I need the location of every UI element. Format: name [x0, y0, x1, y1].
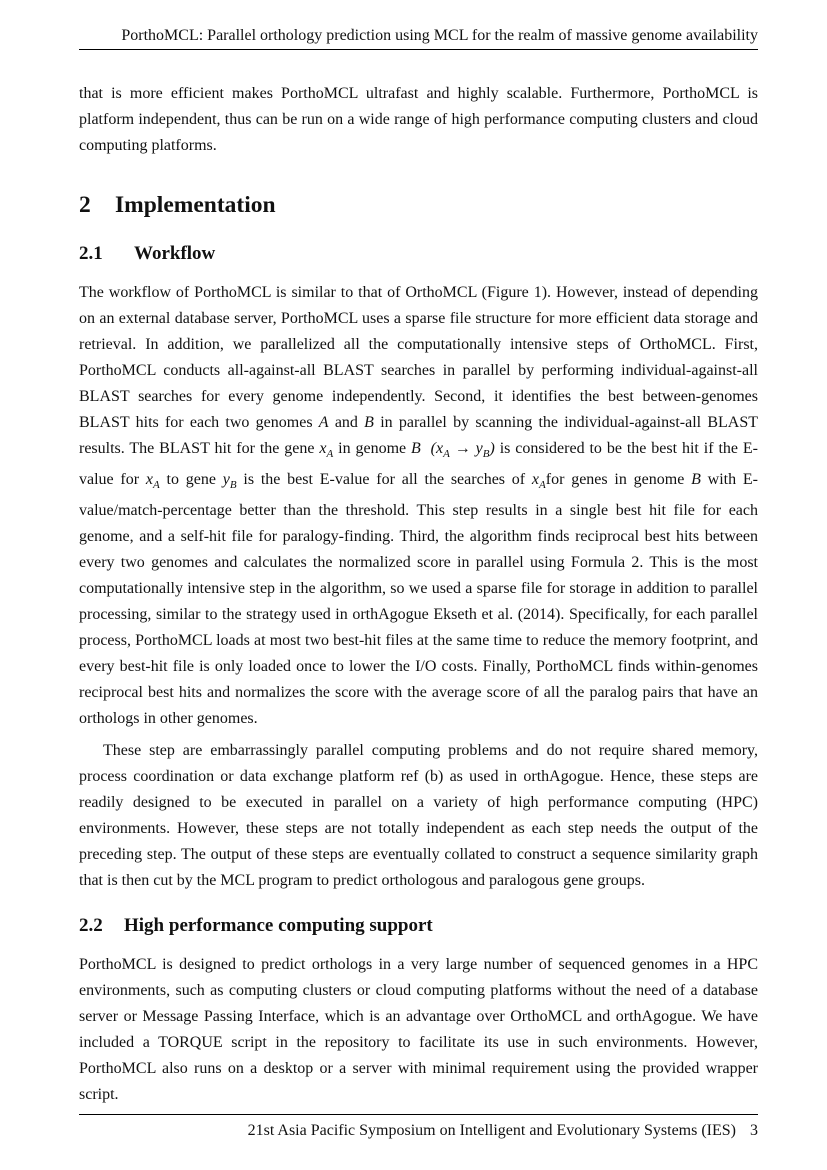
genome-a: A: [318, 414, 329, 431]
section-title: Implementation: [115, 192, 276, 218]
footer-venue: 21st Asia Pacific Symposium on Intelligent and Evolutionary Systems (IES): [247, 1122, 736, 1139]
math-x-a: $x_A$: [145, 471, 160, 492]
subsection-heading-workflow: [79, 240, 758, 268]
math-x-a: $x_A$: [531, 471, 546, 492]
text-run: for genes in genome: [545, 471, 692, 489]
running-header: PorthoMCL: Parallel orthology prediction using MCL for the realm of massive genome availability: [79, 25, 758, 50]
math-x-a: $x_A$: [319, 440, 334, 461]
text-run: and: [328, 414, 365, 431]
subsection-heading-hpc: [79, 912, 758, 940]
text-run: in genome: [333, 440, 412, 457]
section-number: 2: [79, 192, 91, 218]
workflow-paragraph-2: These step are embarrassingly parallel computing problems and do not require shared memory, process coordination or data exchange platform ref (b) as used in orthAgogue. Hence, these steps are readily designed to be executed in parallel on a variety of high performance computing (HPC) environments. However, these steps are not totally independent as each step needs the output of the preceding step. The output of these steps are eventually collated to construct a sequence similarity graph that is then cut by the MCL program to predict orthologous and paralogous gene groups.: [79, 742, 758, 890]
math-y-b: $y_B$: [222, 471, 237, 492]
subsection-number: 2.2: [79, 915, 103, 937]
text-run: with E-value/match-percentage better than the threshold. This step results in a single best hit file for each genome, and a self-hit file for paralogy-finding. Third, the algorithm finds reciprocal best hits between every two genomes and calculates the normalized score in parallel using Formula 2. This is the most computationally intensive step in the algorithm, so we used a sparse file for storage in addition to parallel processing, similar to the strategy used in orthAgogue Ekseth et al. (2014). Specifically, for each parallel process, PorthoMCL loads at most two best-hit files at the same time to reduce the memory footprint, and every best-hit file is only loaded once to lower the I/O costs. Finally, PorthoMCL finds within-genomes reciprocal best hits and normalizes the score with the average score of all the paralog pairs that have an orthologs in other genomes.: [79, 471, 759, 728]
section-heading-implementation: [79, 188, 758, 222]
text-run: in parallel by scanning the individual-against-all BLAST results. The BLAST hit for the gene: [79, 414, 759, 457]
genome-b: B: [411, 440, 421, 457]
workflow-paragraph-1: [79, 280, 758, 732]
subsection-title: Workflow: [134, 243, 216, 264]
intro-paragraph-tail: that is more efficient makes PorthoMCL ultrafast and highly scalable. Furthermore, PorthoMCL is platform independent, thus can be run on a wide range of high performance computing clusters and cloud computing platforms.: [79, 85, 758, 154]
text-run: is the best E-value for all the searches of: [236, 471, 532, 489]
page-number: 3: [750, 1122, 758, 1139]
text-run: to gene: [159, 471, 223, 489]
subsection-title: High performance computing support: [124, 915, 433, 937]
page-footer: [79, 1114, 758, 1142]
text-run: is considered to be the best hit if the E-value for: [79, 440, 759, 489]
text-run: The workflow of PorthoMCL is similar to that of OrthoMCL (Figure 1). However, instead of depending on an external database server, PorthoMCL uses a sparse file structure for more efficient data storage and retrieval. In addition, we parallelized all the computationally intensive steps of OrthoMCL. First, PorthoMCL conducts all-against-all BLAST searches in parallel by performing individual-against-all BLAST searches for every genome independently. Second, it identifies the best between-genomes BLAST hits for each two genomes: [79, 284, 758, 431]
subsection-number: 2.1: [79, 243, 103, 264]
genome-b: B: [691, 471, 701, 489]
genome-b: B: [364, 414, 374, 431]
body-text: [79, 81, 758, 1108]
math-mapping: $(x_A \to y_B)$: [430, 440, 495, 461]
hpc-paragraph-1: PorthoMCL is designed to predict orthologs in a very large number of sequenced genomes in a HPC environments, such as computing clusters or cloud computing platforms without the need of a database server or Message Passing Interface, which is an advantage over OrthoMCL and orthAgogue. We have included a TORQUE script in the repository to facilitate its use in such environments. However, PorthoMCL also runs on a desktop or a server with minimal requirement using the provided wrapper script.: [79, 956, 758, 1104]
